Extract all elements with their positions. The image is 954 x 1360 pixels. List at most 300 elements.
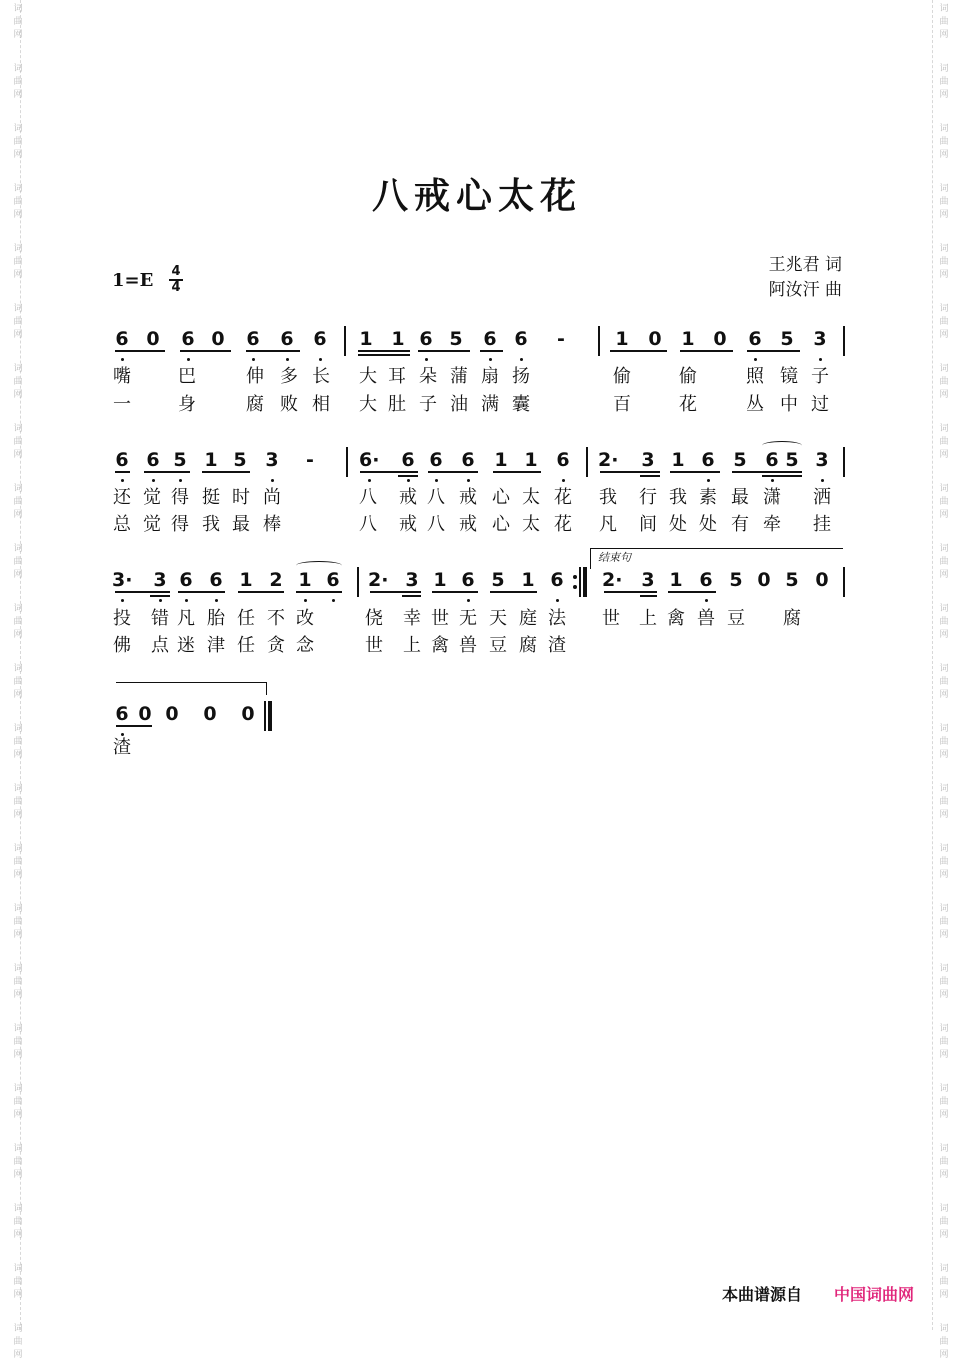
beam-eighth xyxy=(680,350,733,352)
watermark-glyph: 曲 xyxy=(939,77,949,87)
watermark-glyph: 网 xyxy=(939,150,949,160)
lyric-verse-2: 念 xyxy=(296,635,314,656)
beam-eighth xyxy=(428,471,478,473)
lyric-verse-2: 凡 xyxy=(599,514,617,535)
lyric-verse-1: 上 xyxy=(639,608,657,629)
watermark-glyph: 词 xyxy=(13,604,23,614)
lyric-verse-1: 偷 xyxy=(613,366,631,387)
watermark-glyph: 网 xyxy=(939,1230,949,1240)
watermark-glyph: 网 xyxy=(13,630,23,640)
lyric-verse-2: 津 xyxy=(207,635,225,656)
note: 6· xyxy=(359,449,380,471)
lyric-verse-2: 满 xyxy=(481,394,499,415)
lyric-verse-1: 子 xyxy=(811,366,829,387)
watermark-glyph: 网 xyxy=(939,630,949,640)
lyric-verse-1: 投 xyxy=(113,608,131,629)
note: 6 xyxy=(699,569,713,591)
watermark-glyph: 网 xyxy=(13,870,23,880)
lyric-verse-1: 世 xyxy=(431,608,449,629)
watermark-glyph: 曲 xyxy=(939,317,949,327)
beam-eighth xyxy=(202,471,250,473)
watermark-glyph: 词 xyxy=(939,364,949,374)
note: 5 xyxy=(785,569,799,591)
repeat-dot xyxy=(573,585,577,589)
note: 6 xyxy=(461,449,475,471)
watermark-glyph: 曲 xyxy=(13,1217,23,1227)
lyric-verse-1: 潇 xyxy=(763,487,781,508)
note: 5 xyxy=(729,569,743,591)
beam-eighth xyxy=(246,350,300,352)
watermark-glyph: 曲 xyxy=(13,137,23,147)
lyric-verse-1: 幸 xyxy=(403,608,421,629)
lyric-verse-2: 子 xyxy=(419,394,437,415)
barline xyxy=(843,567,845,597)
note: 5 xyxy=(733,449,747,471)
watermark-glyph: 网 xyxy=(13,1050,23,1060)
lyric-verse-1: 不 xyxy=(267,608,285,629)
lyric-verse-1: 偷 xyxy=(679,366,697,387)
note: 1 xyxy=(239,569,253,591)
note: 1 xyxy=(521,569,535,591)
watermark-glyph: 词 xyxy=(939,724,949,734)
lyric-verse-2: 最 xyxy=(232,514,250,535)
lyric-verse-1: 长 xyxy=(312,366,330,387)
note: 6 xyxy=(765,449,779,471)
watermark-glyph: 曲 xyxy=(939,797,949,807)
watermark-glyph: 曲 xyxy=(939,677,949,687)
watermark-glyph: 词 xyxy=(939,1264,949,1274)
lyric-verse-2: 禽 xyxy=(431,635,449,656)
watermark-glyph: 网 xyxy=(13,990,23,1000)
watermark-glyph: 词 xyxy=(939,604,949,614)
lyric-verse-2: 过 xyxy=(811,394,829,415)
lyric-verse-1: 觉 xyxy=(143,487,161,508)
note: 5 xyxy=(785,449,799,471)
low-octave-dot xyxy=(754,358,757,361)
lyric-verse-1: 法 xyxy=(548,608,566,629)
note: 0 xyxy=(241,703,255,725)
watermark-glyph: 网 xyxy=(939,510,949,520)
watermark-glyph: 曲 xyxy=(13,857,23,867)
beam-eighth xyxy=(747,350,800,352)
note: 6 xyxy=(179,569,193,591)
note: 6 xyxy=(701,449,715,471)
lyric-verse-1: 行 xyxy=(639,487,657,508)
note: 5 xyxy=(233,449,247,471)
note: 3 xyxy=(641,569,655,591)
final-barline-thick xyxy=(268,701,272,731)
lyric-verse-2: 豆 xyxy=(489,635,507,656)
low-octave-dot xyxy=(252,358,255,361)
barline xyxy=(598,326,600,356)
low-octave-dot xyxy=(435,479,438,482)
note: 1 xyxy=(298,569,312,591)
lyric-verse-1: 改 xyxy=(296,608,314,629)
note: 0 xyxy=(713,328,727,350)
note: 6 xyxy=(748,328,762,350)
lyric-verse-1: 朵 xyxy=(419,366,437,387)
watermark-glyph: 网 xyxy=(13,330,23,340)
note: 2· xyxy=(368,569,389,591)
watermark-glyph: 网 xyxy=(939,1110,949,1120)
watermark-glyph: 曲 xyxy=(13,917,23,927)
low-octave-dot xyxy=(271,479,274,482)
watermark-glyph: 词 xyxy=(13,964,23,974)
beam-sixteenth xyxy=(358,354,410,356)
beam-eighth xyxy=(600,471,660,473)
low-octave-dot xyxy=(771,479,774,482)
barline xyxy=(346,447,348,477)
note: 6 xyxy=(115,449,129,471)
footer-site-link[interactable]: 中国词曲网 xyxy=(834,1285,915,1304)
watermark-glyph: 网 xyxy=(13,1350,23,1360)
watermark-glyph: 词 xyxy=(939,244,949,254)
note: 6 xyxy=(209,569,223,591)
watermark-glyph: 曲 xyxy=(939,1337,949,1347)
note: 6 xyxy=(280,328,294,350)
lyric-verse-2: 我 xyxy=(202,514,220,535)
note: 1 xyxy=(494,449,508,471)
beam-eighth xyxy=(180,350,231,352)
watermark-glyph: 曲 xyxy=(939,1217,949,1227)
beam-eighth xyxy=(115,350,165,352)
lyric-verse-1: 任 xyxy=(237,608,255,629)
lyric-verse-2: 佛 xyxy=(113,635,131,656)
watermark-glyph: 词 xyxy=(13,1324,23,1334)
watermark-glyph: 网 xyxy=(939,270,949,280)
lyric-verse-2: 戒 xyxy=(459,514,477,535)
lyric-verse-2: 太 xyxy=(522,514,540,535)
watermark-glyph: 网 xyxy=(13,1110,23,1120)
barline xyxy=(357,567,359,597)
watermark-glyph: 网 xyxy=(939,1350,949,1360)
note: 3 xyxy=(815,449,829,471)
watermark-glyph: 曲 xyxy=(13,497,23,507)
lyric-verse-2: 败 xyxy=(280,394,298,415)
watermark-glyph: 曲 xyxy=(13,197,23,207)
watermark-glyph: 词 xyxy=(13,64,23,74)
beam-eighth xyxy=(418,350,470,352)
low-octave-dot xyxy=(159,599,162,602)
lyric-verse-2: 棒 xyxy=(263,514,281,535)
note: 0 xyxy=(211,328,225,350)
lyric-verse-1: 最 xyxy=(731,487,749,508)
note: - xyxy=(306,449,314,471)
watermark-glyph: 网 xyxy=(939,90,949,100)
note: 6 xyxy=(429,449,443,471)
composer-credit: 阿汝汗 曲 xyxy=(768,280,842,300)
lyric-verse-2: 点 xyxy=(151,635,169,656)
low-octave-dot xyxy=(556,599,559,602)
watermark-glyph: 网 xyxy=(939,690,949,700)
low-octave-dot xyxy=(121,479,124,482)
lyric-verse-1: 太 xyxy=(522,487,540,508)
low-octave-dot xyxy=(562,479,565,482)
watermark-glyph: 网 xyxy=(13,810,23,820)
note: - xyxy=(557,328,565,350)
watermark-glyph: 网 xyxy=(939,1170,949,1180)
watermark-glyph: 网 xyxy=(13,390,23,400)
barline xyxy=(843,447,845,477)
lyric-verse-2: 处 xyxy=(669,514,687,535)
watermark-glyph: 词 xyxy=(939,964,949,974)
watermark-glyph: 网 xyxy=(13,510,23,520)
watermark-glyph: 曲 xyxy=(939,197,949,207)
watermark-glyph: 网 xyxy=(13,1290,23,1300)
watermark-glyph: 曲 xyxy=(13,1277,23,1287)
watermark-glyph: 词 xyxy=(13,844,23,854)
lyric-verse-1: 我 xyxy=(669,487,687,508)
low-octave-dot xyxy=(407,479,410,482)
note: 1 xyxy=(671,449,685,471)
watermark-glyph: 网 xyxy=(939,210,949,220)
lyric-verse-2: 囊 xyxy=(512,394,530,415)
watermark-glyph: 曲 xyxy=(939,1277,949,1287)
note: 3 xyxy=(153,569,167,591)
lyric-verse-2: 肚 xyxy=(388,394,406,415)
low-octave-dot xyxy=(707,479,710,482)
note: 6 xyxy=(326,569,340,591)
watermark-glyph: 词 xyxy=(13,484,23,494)
lyric-verse-1: 嘴 xyxy=(113,366,131,387)
ending-line xyxy=(116,682,267,695)
lyric-verse-1: 伸 xyxy=(246,366,264,387)
watermark-glyph: 曲 xyxy=(939,557,949,567)
lyric-verse-2: 八 xyxy=(359,514,377,535)
lyric-verse-1: 照 xyxy=(746,366,764,387)
lyric-verse-1: 洒 xyxy=(813,487,831,508)
beam-sixteenth xyxy=(762,475,802,477)
low-octave-dot xyxy=(819,358,822,361)
low-octave-dot xyxy=(286,358,289,361)
lyric-verse-1: 耳 xyxy=(388,366,406,387)
barline xyxy=(843,326,845,356)
slur xyxy=(296,561,342,570)
lyric-verse-1: 挺 xyxy=(202,487,220,508)
watermark-glyph: 曲 xyxy=(13,437,23,447)
low-octave-dot xyxy=(467,479,470,482)
lyric-verse-1: 胎 xyxy=(207,608,225,629)
low-octave-dot xyxy=(152,479,155,482)
watermark-glyph: 网 xyxy=(13,930,23,940)
watermark-glyph: 网 xyxy=(13,450,23,460)
watermark-glyph: 曲 xyxy=(13,1157,23,1167)
lyric-verse-2: 总 xyxy=(113,514,131,535)
lyric-verse-2: 中 xyxy=(780,394,798,415)
watermark-glyph: 词 xyxy=(13,544,23,554)
lyric-verse-2: 丛 xyxy=(746,394,764,415)
watermark-glyph: 曲 xyxy=(13,797,23,807)
time-signature-bottom: 4 xyxy=(171,280,181,295)
watermark-glyph: 词 xyxy=(939,424,949,434)
low-octave-dot xyxy=(215,599,218,602)
lyric-verse-2: 花 xyxy=(554,514,572,535)
note: 1 xyxy=(524,449,538,471)
note: 1 xyxy=(615,328,629,350)
watermark-glyph: 词 xyxy=(13,784,23,794)
lyric-verse-1: 花 xyxy=(554,487,572,508)
note: 6 xyxy=(115,703,129,725)
lyric-verse-1: 时 xyxy=(232,487,250,508)
lyric-verse-1: 腐 xyxy=(783,608,801,629)
note: 5 xyxy=(449,328,463,350)
footer-source: 本曲谱源自 xyxy=(722,1285,803,1304)
watermark-glyph: 词 xyxy=(939,544,949,554)
watermark-glyph: 网 xyxy=(13,90,23,100)
watermark-glyph: 词 xyxy=(939,1324,949,1334)
song-title: 八戒心太花 xyxy=(371,175,582,217)
watermark-glyph: 曲 xyxy=(13,617,23,627)
lyric-verse-1: 禽 xyxy=(667,608,685,629)
beam-sixteenth xyxy=(402,595,421,597)
watermark-glyph: 曲 xyxy=(13,977,23,987)
beam-eighth xyxy=(370,591,421,593)
lyric-verse-1: 渣 xyxy=(113,737,131,758)
beam-eighth xyxy=(144,471,190,473)
note: 6 xyxy=(313,328,327,350)
note: 1 xyxy=(391,328,405,350)
beam-sixteenth xyxy=(640,595,657,597)
low-octave-dot xyxy=(821,479,824,482)
watermark-glyph: 曲 xyxy=(13,257,23,267)
watermark-glyph: 曲 xyxy=(939,1097,949,1107)
low-octave-dot xyxy=(185,599,188,602)
lyric-verse-1: 错 xyxy=(151,608,169,629)
lyric-verse-1: 扬 xyxy=(512,366,530,387)
lyric-verse-2: 得 xyxy=(171,514,189,535)
watermark-glyph: 网 xyxy=(13,150,23,160)
lyric-verse-2: 兽 xyxy=(459,635,477,656)
beam-sixteenth xyxy=(398,475,418,477)
watermark-glyph: 曲 xyxy=(13,77,23,87)
note: 6 xyxy=(246,328,260,350)
lyric-verse-1: 天 xyxy=(489,608,507,629)
watermark-glyph: 词 xyxy=(939,1144,949,1154)
watermark-glyph: 网 xyxy=(939,810,949,820)
watermark-glyph: 词 xyxy=(939,1204,949,1214)
lyric-verse-2: 贪 xyxy=(267,635,285,656)
low-octave-dot xyxy=(520,358,523,361)
note: 1 xyxy=(359,328,373,350)
watermark-glyph: 网 xyxy=(939,1290,949,1300)
lyric-verse-1: 蒲 xyxy=(450,366,468,387)
watermark-glyph: 词 xyxy=(13,1084,23,1094)
lyric-verse-1: 世 xyxy=(602,608,620,629)
note: 5 xyxy=(173,449,187,471)
watermark-glyph: 曲 xyxy=(939,1037,949,1047)
note: 6 xyxy=(115,328,129,350)
lyric-verse-1: 无 xyxy=(459,608,477,629)
watermark-glyph: 网 xyxy=(13,210,23,220)
note: 6 xyxy=(419,328,433,350)
lyric-verse-2: 挂 xyxy=(813,514,831,535)
watermark-glyph: 网 xyxy=(939,30,949,40)
note: 1 xyxy=(681,328,695,350)
lyric-verse-1: 戒 xyxy=(459,487,477,508)
watermark-glyph: 曲 xyxy=(939,977,949,987)
note: 1 xyxy=(204,449,218,471)
watermark-glyph: 曲 xyxy=(13,1097,23,1107)
note: 6 xyxy=(181,328,195,350)
final-barline-thin xyxy=(264,701,266,731)
repeat-barline-thin xyxy=(579,567,581,597)
watermark-glyph: 词 xyxy=(939,124,949,134)
watermark-glyph: 网 xyxy=(939,1050,949,1060)
beam-eighth xyxy=(178,591,225,593)
watermark-glyph: 网 xyxy=(939,330,949,340)
lyric-verse-2: 迷 xyxy=(177,635,195,656)
note: 3 xyxy=(813,328,827,350)
lyric-verse-2: 相 xyxy=(312,394,330,415)
lyric-verse-2: 世 xyxy=(365,635,383,656)
watermark-glyph: 词 xyxy=(13,1144,23,1154)
note: 0 xyxy=(815,569,829,591)
watermark-glyph: 词 xyxy=(13,1024,23,1034)
watermark-glyph: 曲 xyxy=(939,1157,949,1167)
watermark-glyph: 曲 xyxy=(939,137,949,147)
lyric-verse-2: 大 xyxy=(359,394,377,415)
note: 6 xyxy=(461,569,475,591)
watermark-glyph: 曲 xyxy=(13,377,23,387)
watermark-glyph: 网 xyxy=(13,1230,23,1240)
lyric-verse-1: 得 xyxy=(171,487,189,508)
lyric-verse-2: 间 xyxy=(639,514,657,535)
low-octave-dot xyxy=(121,599,124,602)
lyric-verse-2: 戒 xyxy=(399,514,417,535)
lyric-verse-1: 大 xyxy=(359,366,377,387)
repeat-dot xyxy=(573,575,577,579)
watermark-glyph: 曲 xyxy=(13,17,23,27)
low-octave-dot xyxy=(489,358,492,361)
lyric-verse-2: 油 xyxy=(450,394,468,415)
watermark-glyph: 网 xyxy=(939,930,949,940)
watermark-glyph: 曲 xyxy=(939,917,949,927)
watermark-glyph: 词 xyxy=(939,64,949,74)
lyric-verse-2: 渣 xyxy=(548,635,566,656)
lyric-verse-1: 我 xyxy=(599,487,617,508)
note: 1 xyxy=(433,569,447,591)
lyric-verse-2: 腐 xyxy=(246,394,264,415)
lyric-verse-1: 心 xyxy=(492,487,510,508)
lyric-verse-2: 任 xyxy=(237,635,255,656)
watermark-glyph: 词 xyxy=(939,184,949,194)
watermark-glyph: 词 xyxy=(13,124,23,134)
note: 6 xyxy=(483,328,497,350)
repeat-barline-thick xyxy=(583,567,587,597)
note: 5 xyxy=(780,328,794,350)
watermark-glyph: 词 xyxy=(13,4,23,14)
beam-eighth xyxy=(360,471,418,473)
beam-eighth xyxy=(604,591,657,593)
lyric-verse-1: 还 xyxy=(113,487,131,508)
watermark-glyph: 词 xyxy=(13,424,23,434)
watermark-glyph: 网 xyxy=(939,390,949,400)
beam-eighth xyxy=(115,591,170,593)
note: 2· xyxy=(602,569,623,591)
barline xyxy=(586,447,588,477)
low-octave-dot xyxy=(319,358,322,361)
lyric-verse-1: 镜 xyxy=(780,366,798,387)
beam-sixteenth xyxy=(150,595,170,597)
beam-eighth xyxy=(480,350,503,352)
watermark-glyph: 曲 xyxy=(939,737,949,747)
low-octave-dot xyxy=(121,358,124,361)
note: 6 xyxy=(514,328,528,350)
lyric-verse-2: 上 xyxy=(403,635,421,656)
watermark-glyph: 网 xyxy=(13,30,23,40)
watermark-glyph: 词 xyxy=(13,364,23,374)
beam-eighth xyxy=(358,350,410,352)
